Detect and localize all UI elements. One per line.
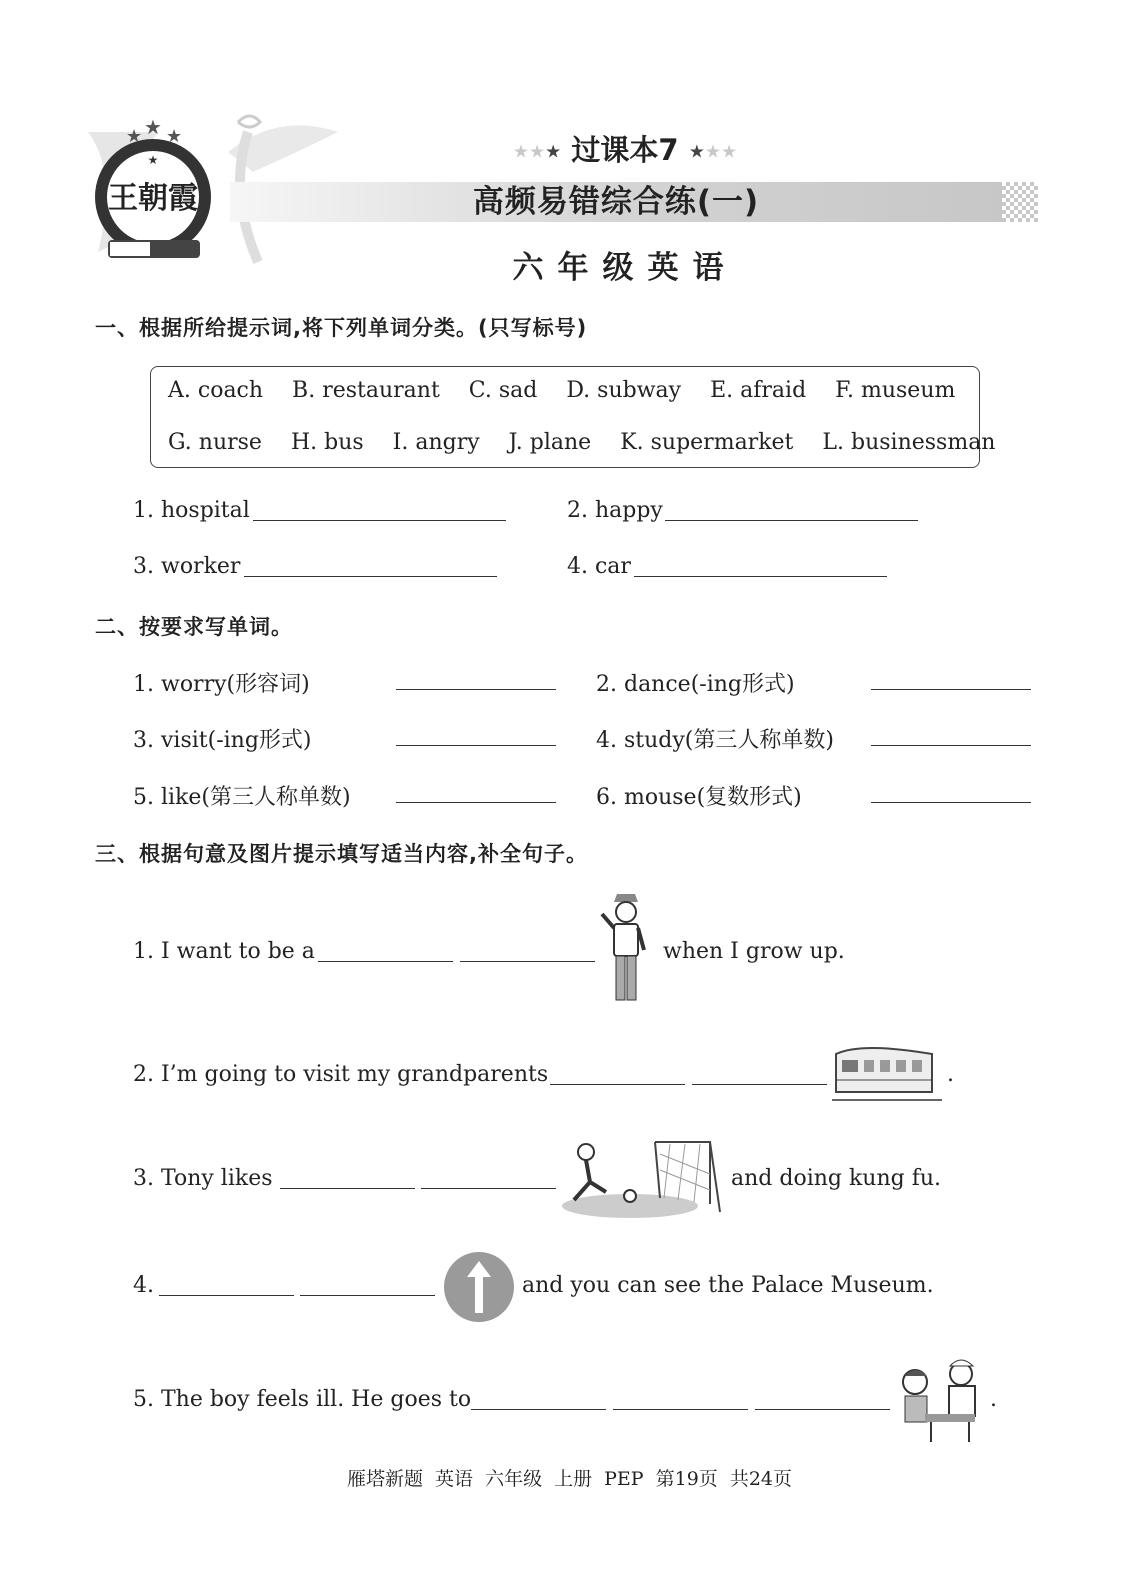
word-bank-row-2	[168, 430, 1017, 455]
word-option: J. plane	[508, 430, 592, 455]
answer-blank[interactable]	[421, 1188, 556, 1189]
series-label	[500, 128, 750, 169]
s1-item-car	[567, 554, 631, 579]
policeman-picture	[596, 892, 658, 1010]
answer-blank[interactable]	[755, 1409, 890, 1410]
s2-item: 6. mouse(复数形式)	[596, 785, 802, 810]
item-label: 2. happy	[567, 498, 663, 523]
page-subtitle: 六年级英语	[512, 250, 738, 286]
answer-blank[interactable]	[692, 1084, 827, 1085]
word-option: C. sad	[468, 378, 538, 403]
word-option: A. coach	[168, 378, 264, 403]
section3-heading: 三、根据句意及图片提示填写适当内容,补全句子。	[95, 842, 588, 866]
answer-blank[interactable]	[300, 1295, 435, 1296]
go-straight-arrow-icon	[443, 1251, 515, 1323]
s2-item: 1. worry(形容词)	[133, 672, 310, 697]
answer-blank[interactable]	[665, 520, 918, 521]
word-option: B. restaurant	[292, 378, 440, 403]
s2-item: 5. like(第三人称单数)	[133, 785, 351, 810]
svg-text:★: ★	[147, 153, 159, 167]
word-option: K. supermarket	[620, 430, 794, 455]
s3-sentence5-start: 5. The boy feels ill. He goes to	[133, 1387, 472, 1412]
s3-sentence2-end: .	[947, 1062, 954, 1087]
star-icon: ★★	[704, 141, 738, 163]
page-footer: 雁塔新题 英语 六年级 上册 PEP 第19页 共24页	[346, 1468, 793, 1490]
s2-item: 4. study(第三人称单数)	[596, 728, 834, 753]
s1-item-worker	[133, 554, 240, 579]
answer-blank[interactable]	[318, 961, 453, 962]
word-option: I. angry	[392, 430, 480, 455]
answer-blank[interactable]	[471, 1409, 606, 1410]
train-picture	[832, 1040, 942, 1108]
star-icon: ★	[688, 141, 705, 163]
star-icon: ★	[545, 141, 562, 163]
word-option: G. nurse	[168, 430, 262, 455]
s2-item: 2. dance(-ing形式)	[596, 672, 795, 697]
doctor-patient-picture	[895, 1352, 987, 1446]
word-option: D. subway	[566, 378, 682, 403]
answer-blank[interactable]	[396, 802, 556, 803]
answer-blank[interactable]	[634, 576, 887, 577]
svg-text:★: ★	[126, 126, 143, 147]
item-label: 4. car	[567, 554, 631, 579]
answer-blank[interactable]	[159, 1295, 294, 1296]
answer-blank[interactable]	[613, 1409, 748, 1410]
answer-blank[interactable]	[460, 961, 595, 962]
s3-sentence5-end: .	[990, 1387, 997, 1412]
s1-item-hospital	[133, 498, 250, 523]
svg-text:★: ★	[144, 115, 162, 139]
item-label: 3. worker	[133, 554, 241, 579]
s2-item: 3. visit(-ing形式)	[133, 728, 312, 753]
s3-sentence4-start: 4.	[133, 1273, 154, 1298]
answer-blank[interactable]	[871, 689, 1031, 690]
s1-item-happy	[567, 498, 663, 523]
answer-blank[interactable]	[253, 520, 506, 521]
s3-sentence2-start: 2. I’m going to visit my grandparents	[133, 1062, 549, 1087]
series-text: 过课本7	[571, 133, 679, 167]
word-bank-row-1	[168, 378, 977, 403]
ribbon-checker-decoration	[1002, 182, 1038, 222]
section2-heading: 二、按要求写单词。	[95, 615, 293, 639]
star-icon: ★★	[512, 141, 546, 163]
s3-sentence1-start: 1. I want to be a	[133, 939, 315, 964]
answer-blank[interactable]	[871, 802, 1031, 803]
page-title: 高频易错综合练(一)	[472, 184, 760, 220]
answer-blank[interactable]	[396, 689, 556, 690]
soccer-picture	[560, 1134, 725, 1220]
logo-brand-text: 王朝霞	[108, 181, 198, 216]
item-label: 1. hospital	[133, 498, 250, 523]
answer-blank[interactable]	[280, 1188, 415, 1189]
word-option: E. afraid	[710, 378, 807, 403]
s3-sentence4-end: and you can see the Palace Museum.	[522, 1273, 934, 1298]
word-option: H. bus	[290, 430, 364, 455]
answer-blank[interactable]	[871, 745, 1031, 746]
section1-heading: 一、根据所给提示词,将下列单词分类。(只写标号)	[95, 316, 588, 340]
word-option: F. museum	[835, 378, 956, 403]
s3-sentence3-start: 3. Tony likes	[133, 1166, 273, 1191]
answer-blank[interactable]	[244, 576, 497, 577]
svg-text:★: ★	[166, 126, 183, 147]
s3-sentence3-end: and doing kung fu.	[731, 1166, 942, 1191]
answer-blank[interactable]	[396, 745, 556, 746]
answer-blank[interactable]	[550, 1084, 685, 1085]
s3-sentence1-end: when I grow up.	[663, 939, 845, 964]
word-option: L. businessman	[822, 430, 996, 455]
